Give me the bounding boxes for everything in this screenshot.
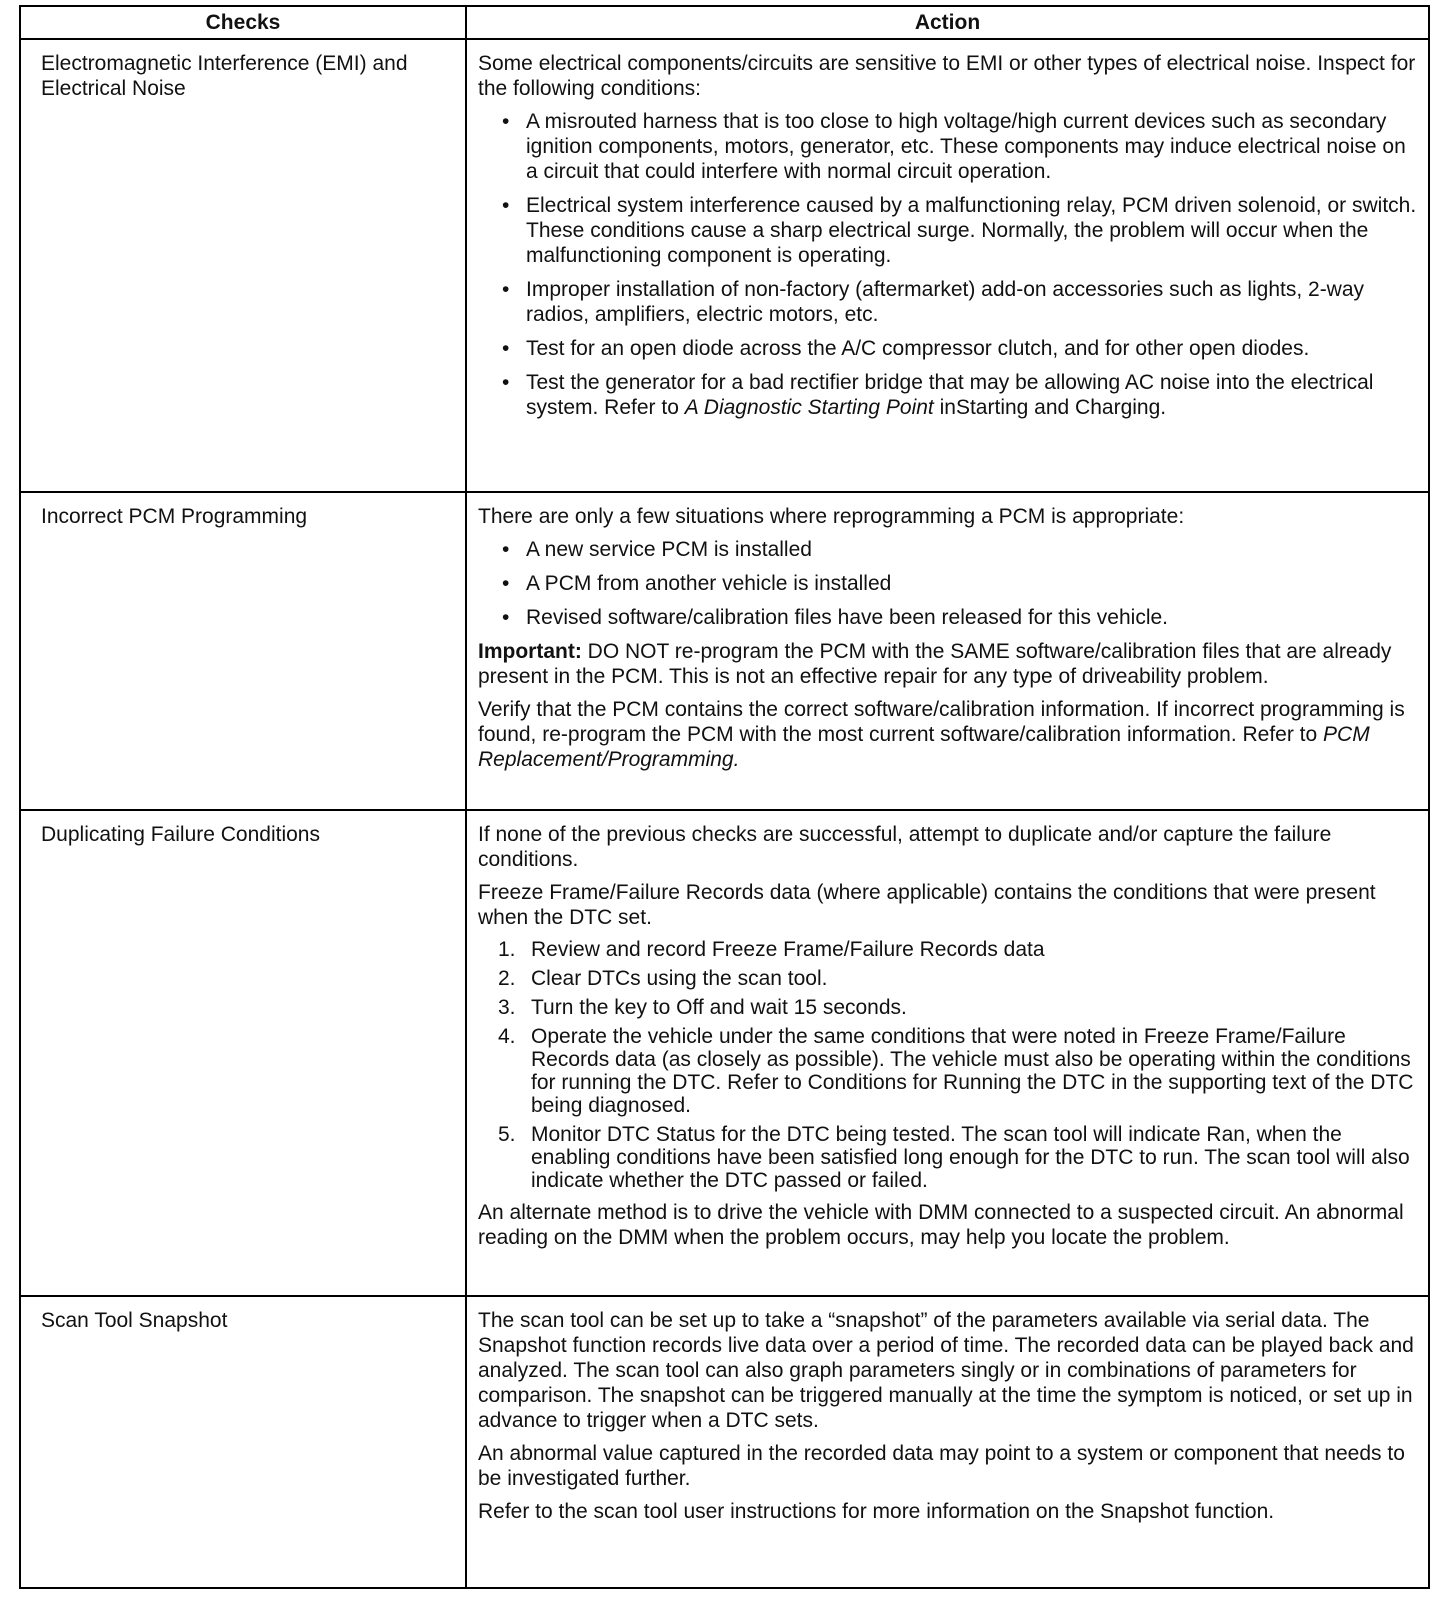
- ref-section: Starting and Charging.: [955, 396, 1167, 419]
- cross-reference: A Diagnostic Starting Point: [684, 396, 934, 419]
- list-item: [502, 336, 1420, 361]
- bullet-list: [478, 109, 1420, 420]
- verify-text: Verify that the PCM contains the correct software/calibration information. If incorrect programming is found, re-program the PCM with the most current software/calibration information. Refer to: [478, 698, 1405, 746]
- list-item: [498, 1025, 1420, 1117]
- action-intro: If none of the previous checks are successful, attempt to duplicate and/or capture the failure conditions.: [478, 823, 1332, 871]
- bullet-icon: •: [502, 572, 510, 595]
- list-item-text: A new service PCM is installed: [526, 538, 812, 561]
- list-item-text: Improper installation of non-factory (aftermarket) add-on accessories such as lights, 2-way radios, amplifiers, electric motors, etc.: [526, 278, 1365, 326]
- check-label: Electromagnetic Interference (EMI) and Electrical Noise: [41, 52, 408, 100]
- check-label: Incorrect PCM Programming: [41, 505, 308, 528]
- list-item: [498, 938, 1420, 961]
- table-row: [20, 39, 1429, 492]
- bullet-icon: •: [502, 606, 510, 629]
- step-text: Monitor DTC Status for the DTC being tested. The scan tool will indicate Ran, when the enabling conditions have been satisfied long enough for the DTC to run. The scan tool will also indicate whether the DTC passed or failed.: [531, 1123, 1410, 1192]
- table-row: [20, 492, 1429, 810]
- action-cell: [466, 1296, 1429, 1588]
- check-cell: [20, 1296, 466, 1588]
- action-cell: [466, 492, 1429, 810]
- check-cell: [20, 39, 466, 492]
- list-item-text: Test the generator for a bad rectifier bridge that may be allowing AC noise into the electrical system. Refer to: [526, 371, 1374, 419]
- action-intro: Some electrical components/circuits are sensitive to EMI or other types of electrical noise. Inspect for the following conditions:: [478, 52, 1416, 100]
- important-label: Important:: [478, 640, 582, 663]
- important-text: DO NOT re-program the PCM with the SAME software/calibration files that are already present in the PCM. This is not an effective repair for any type of driveability problem.: [478, 640, 1392, 688]
- check-cell: [20, 810, 466, 1296]
- list-item: [502, 537, 1420, 562]
- table-row: [20, 1296, 1429, 1588]
- list-item: [498, 967, 1420, 990]
- step-text: Turn the key to Off and wait 15 seconds.: [531, 996, 907, 1019]
- ref-in: in: [939, 396, 956, 419]
- bullet-icon: •: [502, 337, 510, 360]
- list-item: [502, 370, 1420, 420]
- bullet-icon: •: [502, 278, 510, 301]
- step-number: 5.: [498, 1123, 516, 1146]
- important-note: [478, 639, 1420, 689]
- steps-list: [478, 938, 1420, 1192]
- step-text: Review and record Freeze Frame/Failure Records data: [531, 938, 1045, 961]
- list-item: [502, 571, 1420, 596]
- header-checks: Checks: [20, 6, 466, 39]
- list-item: [502, 277, 1420, 327]
- check-cell: [20, 492, 466, 810]
- list-item: [498, 996, 1420, 1019]
- action-cell: [466, 39, 1429, 492]
- snapshot-paragraph: The scan tool can be set up to take a “snapshot” of the parameters available via serial data. The Snapshot function records live data over a period of time. The recorded data can be played back and analyzed. The scan tool can also graph parameters singly or in combinations of parameters for comparison. The snapshot can be triggered manually at the time the symptom is noticed, or set up in advance to trigger when a DTC sets.: [478, 1309, 1414, 1432]
- action-intro: There are only a few situations where reprogramming a PCM is appropriate:: [478, 505, 1185, 528]
- check-label: Duplicating Failure Conditions: [41, 823, 320, 846]
- list-item-text: Electrical system interference caused by a malfunctioning relay, PCM driven solenoid, or switch. These conditions cause a sharp electrical surge. Normally, the problem will occur when the malfunctioning component is operating.: [526, 194, 1417, 267]
- list-item: [502, 109, 1420, 184]
- checks-table: [19, 5, 1430, 1589]
- list-item: [502, 193, 1420, 268]
- step-number: 3.: [498, 996, 516, 1019]
- abnormal-value-paragraph: An abnormal value captured in the recorded data may point to a system or component that needs to be investigated further.: [478, 1442, 1405, 1490]
- verify-paragraph: [478, 697, 1420, 772]
- list-item-text: A PCM from another vehicle is installed: [526, 572, 892, 595]
- step-number: 1.: [498, 938, 516, 961]
- list-item-text: Revised software/calibration files have been released for this vehicle.: [526, 606, 1169, 629]
- list-item-text: Test for an open diode across the A/C compressor clutch, and for other open diodes.: [526, 337, 1310, 360]
- list-item-text: A misrouted harness that is too close to high voltage/high current devices such as secondary ignition components, motors, generator, etc. These components may induce electrical noise on a circuit that could interfere with normal circuit operation.: [526, 110, 1406, 183]
- freeze-frame-paragraph: Freeze Frame/Failure Records data (where applicable) contains the conditions that were present when the DTC set.: [478, 881, 1376, 929]
- instructions-paragraph: Refer to the scan tool user instructions for more information on the Snapshot function.: [478, 1500, 1275, 1523]
- list-item: [498, 1123, 1420, 1192]
- bullet-icon: •: [502, 110, 510, 133]
- step-text: Clear DTCs using the scan tool.: [531, 967, 828, 990]
- bullet-list: [478, 537, 1420, 630]
- header-action: Action: [466, 6, 1429, 39]
- table-row: [20, 810, 1429, 1296]
- step-number: 2.: [498, 967, 516, 990]
- list-item: [502, 605, 1420, 630]
- action-cell: [466, 810, 1429, 1296]
- bullet-icon: •: [502, 194, 510, 217]
- step-number: 4.: [498, 1025, 516, 1048]
- step-text: Operate the vehicle under the same conditions that were noted in Freeze Frame/Failure Records data (as closely as possible). The vehicle must also be operating within the conditions for running the DTC. Refer to Conditions for Running the DTC in the supporting text of the DTC being diagnosed.: [531, 1025, 1414, 1117]
- cross-reference: PCM Replacement/Programming.: [478, 723, 1370, 771]
- bullet-icon: •: [502, 538, 510, 561]
- bullet-icon: •: [502, 371, 510, 394]
- check-label: Scan Tool Snapshot: [41, 1309, 228, 1332]
- header-row: [20, 6, 1429, 39]
- closing-paragraph: An alternate method is to drive the vehicle with DMM connected to a suspected circuit. An abnormal reading on the DMM when the problem occurs, may help you locate the problem.: [478, 1201, 1404, 1249]
